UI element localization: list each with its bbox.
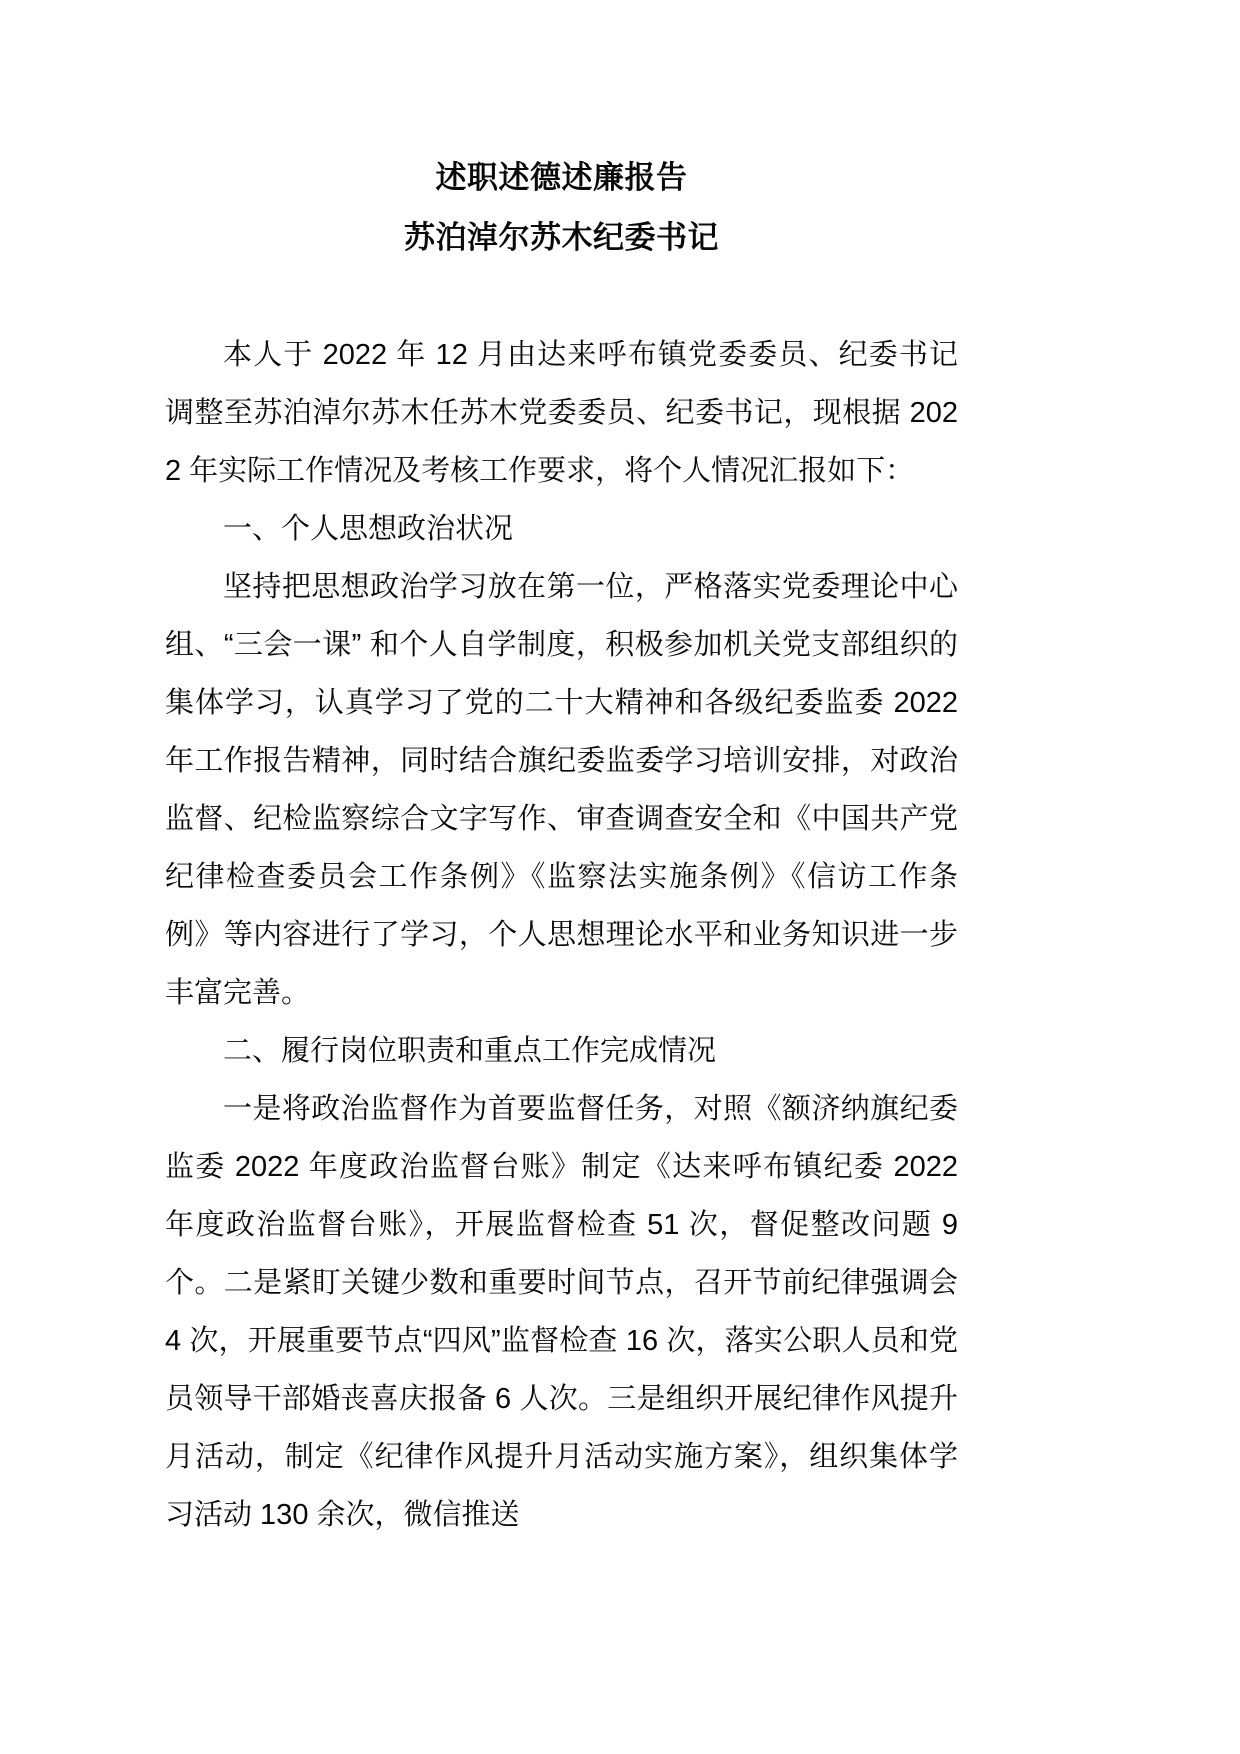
document-body bbox=[165, 326, 958, 1544]
document-title: 述职述德述廉报告 bbox=[435, 160, 688, 195]
section-heading-1: 一、个人思想政治状况 bbox=[223, 513, 514, 545]
paragraph-intro: 本人于 2022 年 12 月由达来呼布镇党委委员、纪委书记调整至苏泊淖尔苏木任苏木党委委员、纪委书记，现根据 2022 年实际工作情况及考核工作要求，将个人情况汇报如下： bbox=[165, 339, 958, 487]
document-subtitle: 苏泊淖尔苏木纪委书记 bbox=[404, 220, 719, 255]
section-heading-2: 二、履行岗位职责和重点工作完成情况 bbox=[223, 1035, 717, 1067]
paragraph-section-2: 一是将政治监督作为首要监督任务，对照《额济纳旗纪委监委 2022 年度政治监督台账》制定《达来呼布镇纪委 2022 年度政治监督台账》，开展监督检查 51 次，督促整改问题 9 个。二是紧盯关键少数和重要时间节点，召开节前纪律强调会 4 次，开展重要节点“四风”监督检查 16 次，落实公职人员和党员领导干部婚丧喜庆报备 6 人次。三是组织开展纪律作风提升月活动，制定《纪律作风提升月活动实施方案》，组织集体学习活动 130 余次，微信推送 bbox=[165, 1093, 958, 1531]
paragraph-section-1: 坚持把思想政治学习放在第一位，严格落实党委理论中心组、“三会一课” 和个人自学制度，积极参加机关党支部组织的集体学习，认真学习了党的二十大精神和各级纪委监委 2022 年工作报告精神，同时结合旗纪委监委学习培训安排，对政治监督、纪检监察综合文字写作、审查调查安全和《中国共产党纪律检查委员会工作条例》《监察法实施条例》《信访工作条例》等内容进行了学习，个人思想理论水平和业务知识进一步丰富完善。 bbox=[165, 571, 958, 1009]
